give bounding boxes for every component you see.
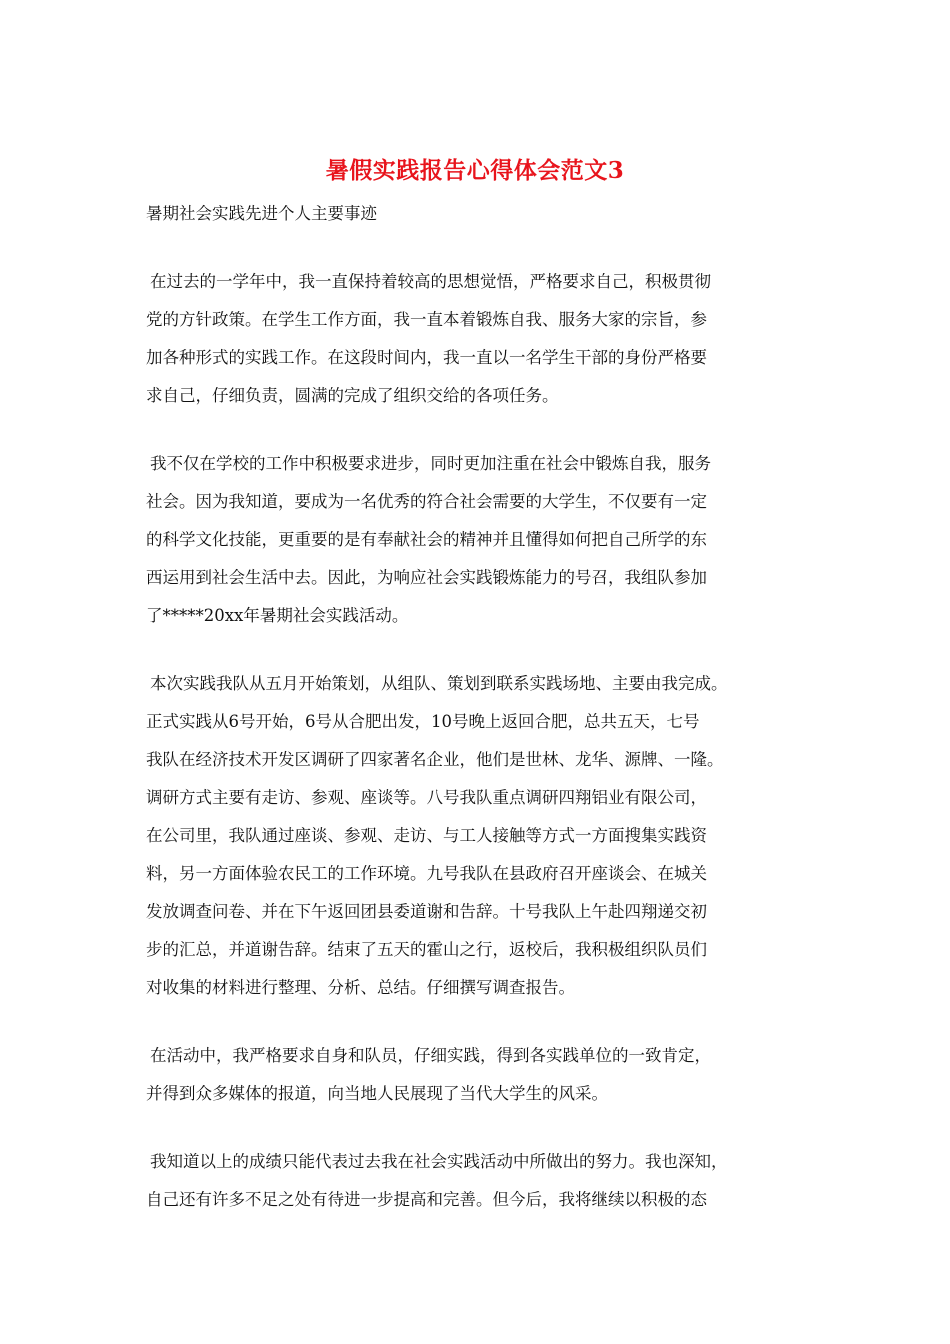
paragraph-3-line-2: 正式实践从6号开始，6号从合肥出发，10号晚上返回合肥，总共五天，七号	[146, 712, 700, 731]
paragraph-3-line-4: 调研方式主要有走访、参观、座谈等。八号我队重点调研四翔铝业有限公司，	[146, 788, 707, 807]
document-subtitle: 暑期社会实践先进个人主要事迹	[146, 204, 377, 223]
paragraph-2-line-1: 我不仅在学校的工作中积极要求进步，同时更加注重在社会中锻炼自我，服务	[150, 454, 711, 473]
paragraph-4-line-2: 并得到众多媒体的报道，向当地人民展现了当代大学生的风采。	[146, 1084, 608, 1103]
paragraph-1-line-3: 加各种形式的实践工作。在这段时间内，我一直以一名学生干部的身份严格要	[146, 348, 707, 367]
paragraph-2-line-4: 西运用到社会生活中去。因此，为响应社会实践锻炼能力的号召，我组队参加	[146, 568, 707, 587]
paragraph-3-line-7: 发放调查问卷、并在下午返回团县委道谢和告辞。十号我队上午赴四翔递交初	[146, 902, 707, 921]
paragraph-3-line-9: 对收集的材料进行整理、分析、总结。仔细撰写调查报告。	[146, 978, 575, 997]
paragraph-3-line-8: 步的汇总，并道谢告辞。结束了五天的霍山之行，返校后，我积极组织队员们	[146, 940, 707, 959]
paragraph-2-line-2: 社会。因为我知道，要成为一名优秀的符合社会需要的大学生，不仅要有一定	[146, 492, 707, 511]
paragraph-1-line-2: 党的方针政策。在学生工作方面，我一直本着锻炼自我、服务大家的宗旨，参	[146, 310, 707, 329]
paragraph-1-line-4: 求自己，仔细负责，圆满的完成了组织交给的各项任务。	[146, 386, 559, 405]
paragraph-1-line-1: 在过去的一学年中，我一直保持着较高的思想觉悟，严格要求自己，积极贯彻	[150, 272, 711, 291]
paragraph-2-line-3: 的科学文化技能，更重要的是有奉献社会的精神并且懂得如何把自己所学的东	[146, 530, 707, 549]
paragraph-5-line-1: 我知道以上的成绩只能代表过去我在社会实践活动中所做出的努力。我也深知，	[150, 1152, 728, 1171]
paragraph-3-line-5: 在公司里，我队通过座谈、参观、走访、与工人接触等方式一方面搜集实践资	[146, 826, 707, 845]
paragraph-2-line-5: 了*****20xx年暑期社会实践活动。	[146, 606, 409, 625]
paragraph-3-line-3: 我队在经济技术开发区调研了四家著名企业，他们是世林、龙华、源牌、一隆。	[146, 750, 724, 769]
paragraph-3-line-6: 料，另一方面体验农民工的工作环境。九号我队在县政府召开座谈会、在城关	[146, 864, 707, 883]
paragraph-5-line-2: 自己还有许多不足之处有待进一步提高和完善。但今后，我将继续以积极的态	[146, 1190, 707, 1209]
paragraph-4-line-1: 在活动中，我严格要求自身和队员，仔细实践，得到各实践单位的一致肯定，	[150, 1046, 711, 1065]
paragraph-3-line-1: 本次实践我队从五月开始策划，从组队、策划到联系实践场地、主要由我完成。	[150, 674, 728, 693]
document-title: 暑假实践报告心得体会范文3	[325, 157, 625, 184]
